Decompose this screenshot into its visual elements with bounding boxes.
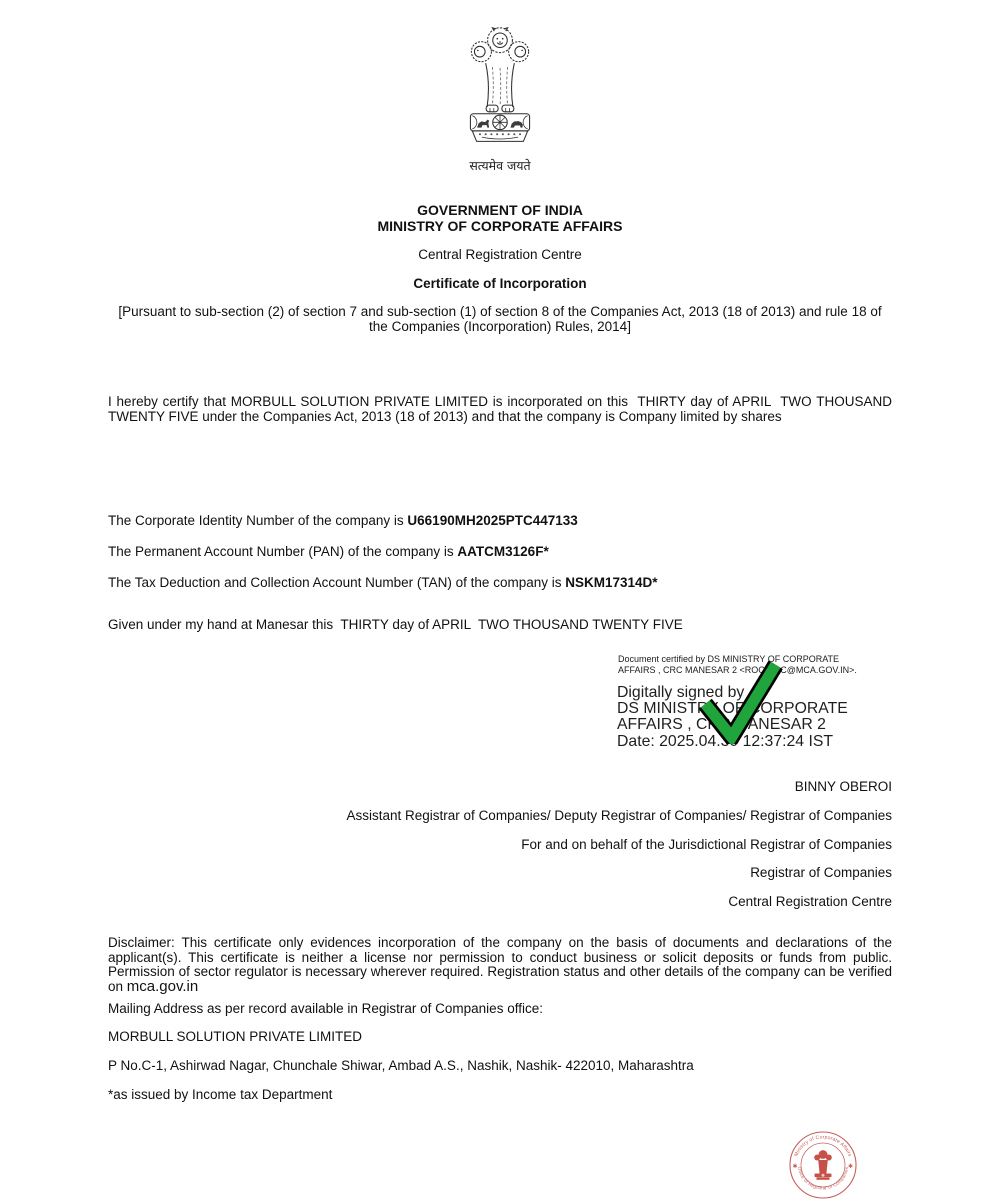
pan-line [108,536,892,567]
seal-arc-top-text: Ministry of Corporate Affairs [793,1134,853,1158]
cin-label: The Corporate Identity Number of the company is [108,513,404,528]
certified-note-line2: AFFAIRS , CRC MANESAR 2 <ROC.CRC@MCA.GOV.IN>. [618,665,857,675]
seal-arc-bottom-text: Office of Registrar of Companies [796,1166,850,1191]
digital-signature-line1: Digitally signed by [617,684,745,701]
national-emblem [452,24,548,174]
digital-signature-line3: AFFAIRS , CRC MANESAR 2 [617,716,826,734]
seal-star-left: ✱ [792,1164,798,1170]
disclaimer-paragraph [108,936,892,995]
disclaimer-text: Disclaimer: This certificate only evidences incorporation of the company on the basis of documents and declarations of the applicant(s). This certificate is neither a license nor permission to conduct business or solicit deposits or funds from public. Permission of sector regulator is necessary wherever required. Registration status and other details of the company can be verified on [108,935,892,995]
identifier-lines [108,505,892,598]
officer-org: Registrar of Companies [750,865,892,881]
company-address: P No.C-1, Ashirwad Nagar, Chunchale Shiwar, Ambad A.S., Nashik, Nashik- 422010, Maharashtra [108,1058,694,1073]
certification-paragraph: I hereby certify that MORBULL SOLUTION PRIVATE LIMITED is incorporated on this THIRTY day of APRIL TWO THOUSAND TWENTY FIVE under the Companies Act, 2013 (18 of 2013) and that the company is Company limited by shares [108,394,896,424]
lion-capital-icon [455,24,545,150]
mailing-address-heading: Mailing Address as per record available in Registrar of Companies office: [108,1001,543,1016]
signature-valid-checkmark-icon [692,658,788,744]
tan-value: NSKM17314D* [565,575,658,590]
registrar-office-seal [783,1129,863,1200]
company-name: MORBULL SOLUTION PRIVATE LIMITED [108,1029,363,1044]
officer-name: BINNY OBEROI [794,779,892,794]
cin-value: U66190MH2025PTC447133 [407,513,578,528]
pan-value: AATCM3126F* [457,544,549,559]
officer-centre: Central Registration Centre [728,894,892,910]
header-line-2: MINISTRY OF CORPORATE AFFAIRS [377,217,623,234]
tan-line [108,567,892,598]
seal-star-right: ✱ [848,1164,854,1170]
digital-signature-line4: Date: 2025.04.30 12:37:24 IST [617,732,834,750]
officer-block [108,773,892,917]
tan-label: The Tax Deduction and Collection Account Number (TAN) of the company is [108,575,562,590]
header-line-1: GOVERNMENT OF INDIA [417,202,583,218]
seal-center-emblem [814,1150,832,1180]
given-under-hand-line: Given under my hand at Manesar this THIRTY day of APRIL TWO THOUSAND TWENTY FIVE [108,617,683,632]
government-header [108,203,892,234]
registration-centre-line: Central Registration Centre [418,247,582,262]
cin-line [108,505,892,536]
pan-tan-footnote: *as issued by Income tax Department [108,1087,333,1102]
pan-label: The Permanent Account Number (PAN) of the company is [108,544,454,559]
certificate-title: Certificate of Incorporation [413,276,587,291]
officer-on-behalf: For and on behalf of the Jurisdictional Registrar of Companies [521,836,892,852]
mca-gov-link: mca.gov.in [126,978,199,996]
certified-note-line1: Document certified by DS MINISTRY OF CORPORATE [618,654,840,664]
emblem-motto: सत्यमेव जयते [469,158,531,173]
digital-signature-line2: DS MINISTRY OF CORPORATE [617,700,848,718]
pursuant-clause: [Pursuant to sub-section (2) of section 7 and sub-section (1) of section 8 of the Companies Act, 2013 (18 of 2013) and rule 18 of the Companies (Incorporation) Rules, 2014] [118,304,882,334]
officer-designation: Assistant Registrar of Companies/ Deputy Registrar of Companies/ Registrar of Companies [346,807,892,823]
